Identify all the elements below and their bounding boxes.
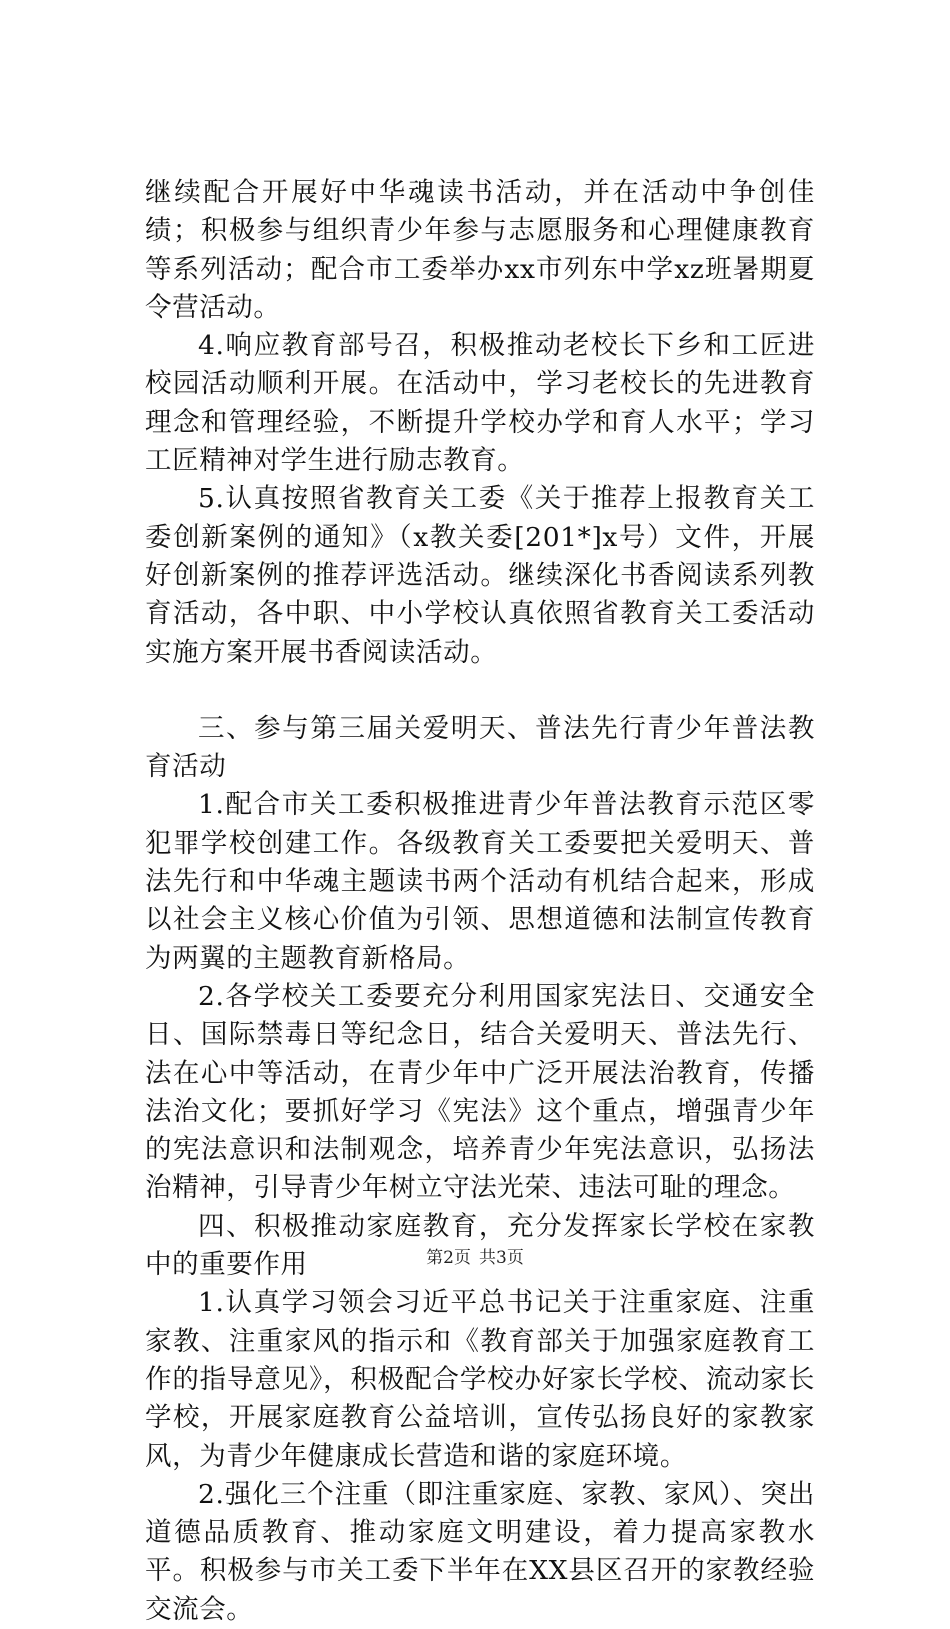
section-heading-4: 四、积极推动家庭教育，充分发挥家长学校在家教中的重要作用 <box>145 1210 815 1281</box>
document-body <box>145 174 815 1629</box>
paragraph-section-3-item-2: 2.各学校关工委要充分利用国家宪法日、交通安全日、国际禁毒日等纪念日，结合关爱明天、普法先行、法在心中等活动，在青少年中广泛开展法治教育，传播法治文化；要抓好学习《宪法》这个重点，增强青少年的宪法意识和法制观念，培养青少年宪法意识，弘扬法治精神，引导青少年树立守法光荣、违法可耻的理念。 <box>145 980 815 1204</box>
paragraph-section-4-item-1: 1.认真学习领会习近平总书记关于注重家庭、注重家教、注重家风的指示和《教育部关于加强家庭教育工作的指导意见》，积极配合学校办好家长学校、流动家长学校，开展家庭教育公益培训，宣传弘扬良好的家教家风，为青少年健康成长营造和谐的家庭环境。 <box>145 1287 815 1472</box>
section-heading-3: 三、参与第三届关爱明天、普法先行青少年普法教育活动 <box>145 712 815 783</box>
paragraph-section-3-item-1: 1.配合市关工委积极推进青少年普法教育示范区零犯罪学校创建工作。各级教育关工委要把关爱明天、普法先行和中华魂主题读书两个活动有机结合起来，形成以社会主义核心价值为引领、思想道德和法制宣传教育为两翼的主题教育新格局。 <box>145 789 815 974</box>
paragraph-item-4: 4.响应教育部号召，积极推动老校长下乡和工匠进校园活动顺利开展。在活动中，学习老校长的先进教育理念和管理经验，不断提升学校办学和育人水平；学习工匠精神对学生进行励志教育。 <box>145 330 815 477</box>
paragraph-item-5: 5.认真按照省教育关工委《关于推荐上报教育关工委创新案例的通知》（x教关委[201*]x号）文件，开展好创新案例的推荐评选活动。继续深化书香阅读系列教育活动，各中职、中小学校认真依照省教育关工委活动实施方案开展书香阅读活动。 <box>145 483 815 668</box>
page-number: 第2页 <box>426 1248 471 1268</box>
paragraph-continuation: 继续配合开展好中华魂读书活动，并在活动中争创佳绩；积极参与组织青少年参与志愿服务和心理健康教育等系列活动；配合市工委举办xx市列东中学xz班暑期夏令营活动。 <box>145 177 815 323</box>
page-total: 共3页 <box>479 1248 524 1268</box>
paragraph-section-4-item-2: 2.强化三个注重（即注重家庭、家教、家风）、突出道德品质教育、推动家庭文明建设，着力提高家教水平。积极参与市关工委下半年在XX县区召开的家教经验交流会。 <box>145 1478 815 1625</box>
page-footer <box>0 1243 950 1268</box>
